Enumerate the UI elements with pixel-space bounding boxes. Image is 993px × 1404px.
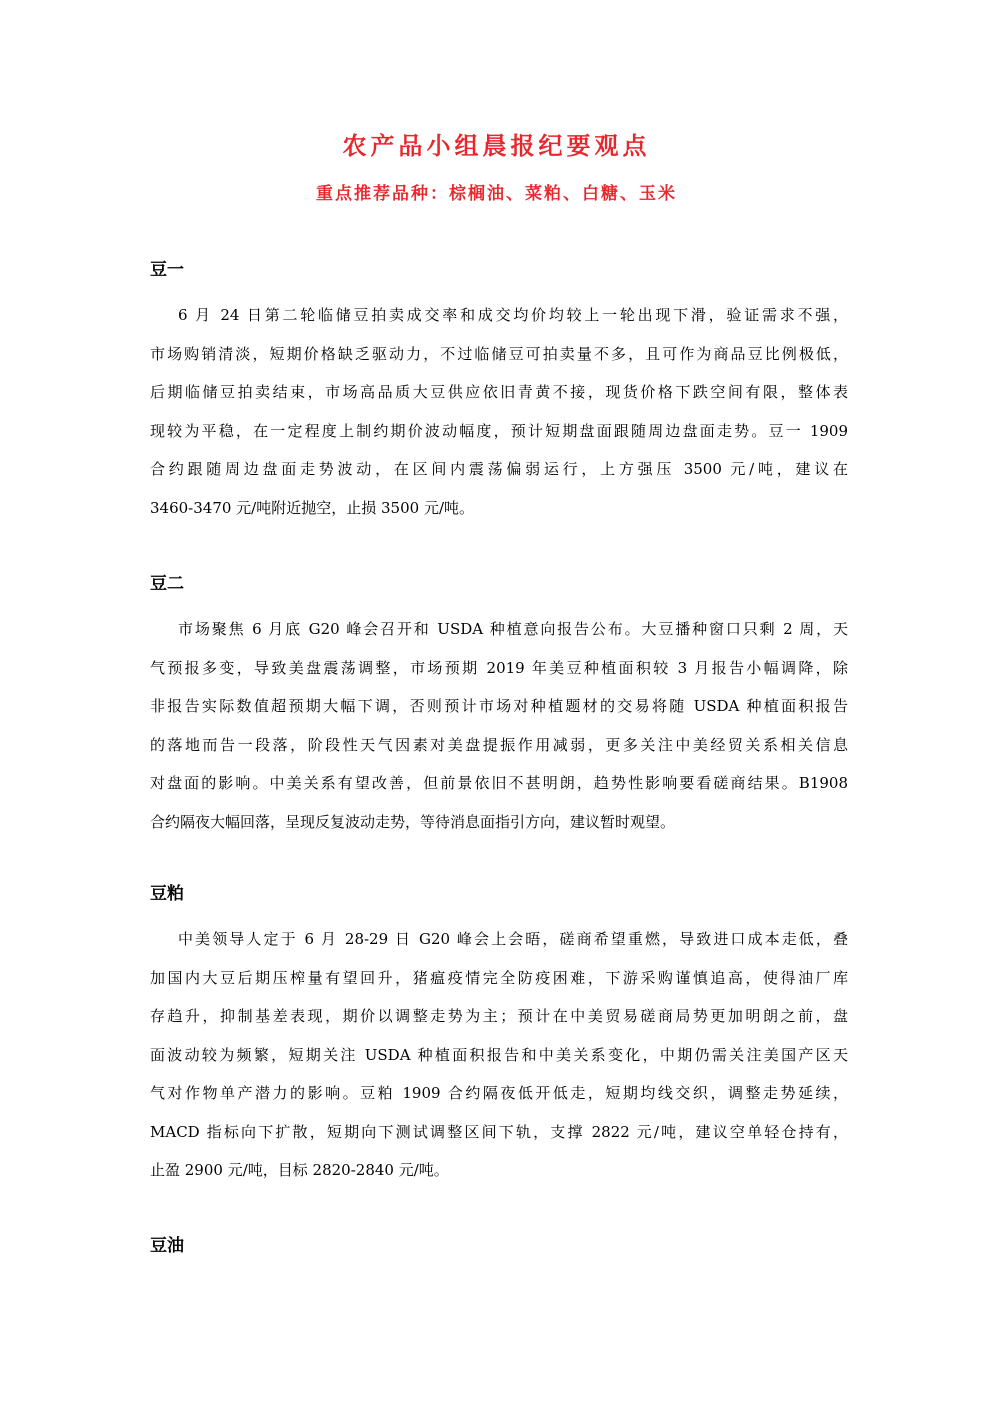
text-line: 对盘面的影响。中美关系有望改善，但前景依旧不甚明朗，趋势性影响要看磋商结果。B1908 <box>150 774 848 792</box>
text-line: 合约隔夜大幅回落，呈现反复波动走势，等待消息面指引方向，建议暂时观望。 <box>150 812 676 831</box>
section-dou-er <box>150 572 848 841</box>
text-line: 气预报多变，导致美盘震荡调整，市场预期 2019 年美豆种植面积较 3 月报告小幅调降，除 <box>150 658 848 677</box>
section-heading: 豆油 <box>150 1236 184 1256</box>
text-line: MACD 指标向下扩散，短期向下测试调整区间下轨，支撑 2822 元/吨，建议空单轻仓持有， <box>150 1122 848 1141</box>
text-line: 存趋升，抑制基差表现，期价以调整走势为主；预计在中美贸易磋商局势更加明朗之前，盘 <box>150 1007 848 1025</box>
text-line: 3460-3470 元/吨附近抛空，止损 3500 元/吨。 <box>150 498 475 517</box>
text-line: 市场聚焦 6 月底 G20 峰会召开和 USDA 种植意向报告公布。大豆播种窗口只剩 2 周，天 <box>178 620 848 638</box>
text-line: 现较为平稳，在一定程度上制约期价波动幅度，预计短期盘面跟随周边盘面走势。豆一 1909 <box>150 421 848 440</box>
text-line: 合约跟随周边盘面走势波动，在区间内震荡偏弱运行，上方强压 3500 元/吨，建议在 <box>150 460 848 478</box>
text-line: 气对作物单产潜力的影响。豆粕 1909 合约隔夜低开低走，短期均线交织，调整走势延续， <box>150 1084 848 1102</box>
text-line: 非报告实际数值超预期大幅下调，否则预计市场对种植题材的交易将随 USDA 种植面积报告 <box>150 697 848 715</box>
section-heading: 豆粕 <box>150 884 184 904</box>
text-line: 市场购销清淡，短期价格缺乏驱动力，不过临储豆可拍卖量不多，且可作为商品豆比例极低， <box>150 344 848 363</box>
section-body <box>150 610 848 841</box>
section-heading: 豆二 <box>150 574 184 594</box>
page-title: 农产品小组晨报纪要观点 <box>342 131 651 160</box>
page-subtitle: 重点推荐品种：棕榈油、菜粕、白糖、玉米 <box>316 184 677 204</box>
section-body <box>150 920 848 1190</box>
text-line: 止盈 2900 元/吨，目标 2820-2840 元/吨。 <box>150 1161 449 1179</box>
text-line: 加国内大豆后期压榨量有望回升，猪瘟疫情完全防疫困难，下游采购谨慎追高，使得油厂库 <box>150 968 848 987</box>
section-dou-yi <box>150 258 848 527</box>
text-line: 6 月 24 日第二轮临储豆拍卖成交率和成交均价均较上一轮出现下滑，验证需求不强， <box>178 306 848 324</box>
text-line: 中美领导人定于 6 月 28-29 日 G20 峰会上会晤，磋商希望重燃，导致进口成本走低，叠 <box>178 930 848 948</box>
section-dou-po <box>150 882 848 1190</box>
section-body <box>150 296 848 527</box>
text-line: 后期临储豆拍卖结束，市场高品质大豆供应依旧青黄不接，现货价格下跌空间有限，整体表 <box>150 383 848 401</box>
section-dou-you <box>150 1234 848 1258</box>
text-line: 的落地而告一段落，阶段性天气因素对美盘提振作用减弱，更多关注中美经贸关系相关信息 <box>150 735 848 754</box>
section-heading: 豆一 <box>150 260 184 280</box>
text-line: 面波动较为频繁，短期关注 USDA 种植面积报告和中美关系变化，中期仍需关注美国产区天 <box>150 1045 848 1064</box>
